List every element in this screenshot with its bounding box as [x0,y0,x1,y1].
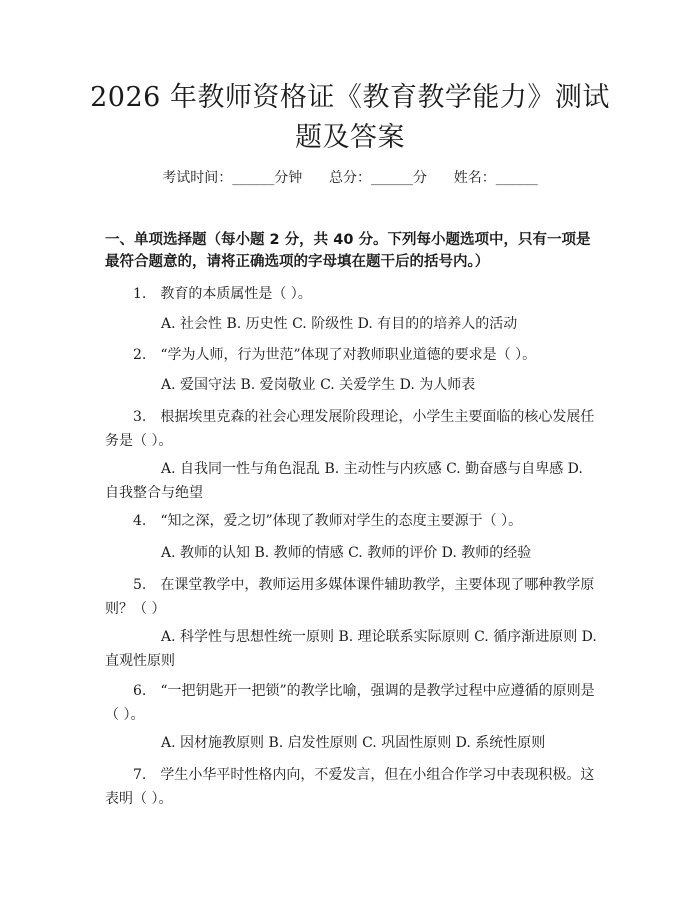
question-number: 5. [133,577,147,593]
exam-info-line: 考试时间：______分钟 总分：______分 姓名：______ [162,170,538,186]
question-6-options: A. 因材施教原则 B. 启发性原则 C. 巩固性原则 D. 系统性原则 [161,735,546,751]
question-stem: “学为人师，行为世范”体现了对教师职业道德的要求是（ ）。 [160,347,537,363]
question-stem: 根据埃里克森的社会心理发展阶段理论，小学生主要面临的核心发展任务是（ ）。 [105,409,595,449]
question-number: 4. [133,513,147,529]
question-4-options: A. 教师的认知 B. 教师的情感 C. 教师的评价 D. 教师的经验 [161,545,532,561]
question-2-options: A. 爱国守法 B. 爱岗敬业 C. 关爱学生 D. 为人师表 [161,377,476,393]
question-3 [105,405,600,453]
question-stem: 教育的本质属性是（ ）。 [160,286,312,302]
question-number: 6. [133,683,147,699]
question-stem: “一把钥匙开一把锁”的教学比喻，强调的是教学过程中应遵循的原则是（ ）。 [105,683,595,723]
question-stem: 在课堂教学中，教师运用多媒体课件辅助教学，主要体现了哪种教学原则？（ ） [105,577,595,617]
question-number: 7. [133,767,147,783]
question-stem: 学生小华平时性格内向，不爱发言，但在小组合作学习中表现积极。这表明（ ）。 [105,767,595,807]
question-5 [105,573,600,621]
document-title: 2026 年教师资格证《教育教学能力》测试题及答案 [90,82,610,153]
question-number: 3. [133,409,147,425]
question-2 [105,343,600,367]
question-3-options: A. 自我同一性与角色混乱 B. 主动性与内疚感 C. 勤奋感与自卑感 D. 自我整合与绝望 [105,461,583,501]
question-stem: “知之深，爱之切”体现了教师对学生的态度主要源于（ ）。 [160,513,523,529]
question-5-options: A. 科学性与思想性统一原则 B. 理论联系实际原则 C. 循序渐进原则 D. 直观性原则 [105,629,597,669]
question-1-options: A. 社会性 B. 历史性 C. 阶级性 D. 有目的的培养人的活动 [161,316,518,332]
section-heading: 一、单项选择题（每小题 2 分，共 40 分。下列每小题选项中，只有一项是最符合题意的，请将正确选项的字母填在题干后的括号内。） [105,232,591,270]
question-6 [105,679,600,727]
question-4 [105,509,600,533]
question-7 [105,763,600,811]
question-1 [105,282,600,306]
question-number: 2. [133,347,147,363]
question-number: 1. [133,286,147,302]
